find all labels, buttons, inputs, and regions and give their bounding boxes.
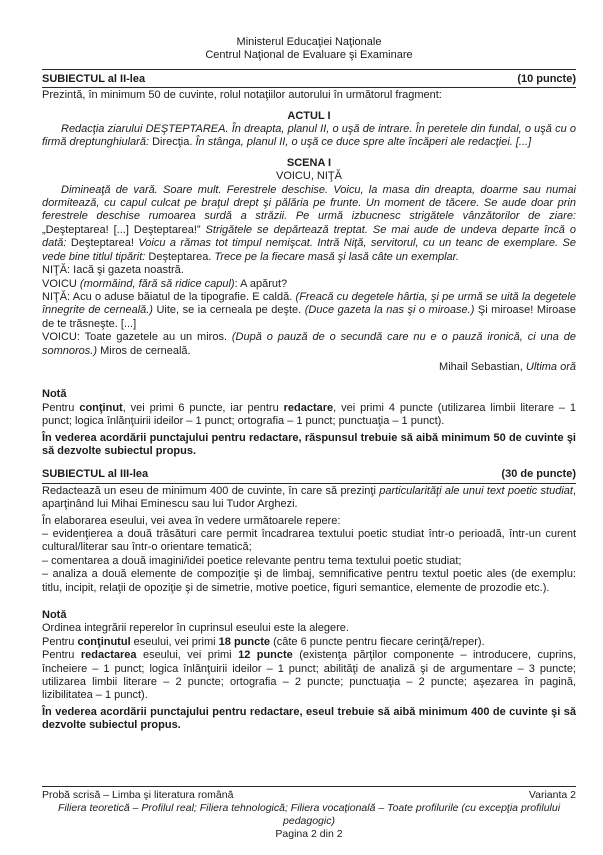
subject-3-points: (30 de puncte) xyxy=(501,468,576,481)
footer-row xyxy=(42,789,576,802)
footer-variant: Varianta 2 xyxy=(528,789,576,801)
dialogue-line: NIŢĂ: Iacă şi gazeta noastră. xyxy=(42,264,184,277)
subject-3-note-line3: Pentru redactarea eseului, vei primi 12 puncte (existenţa părţilor componente – introducere, cuprins, încheiere – 1 punct; logica înlănţuirii ideilor – 1 punct; abilităţi de analiză şi de argumentare – 3 puncte; utilizarea limbii literare – 2 puncte; ortografia – 2 puncte; punctuaţia – 2 puncte; aşezarea în pagină, lizibilitatea – 1 punct). xyxy=(42,649,577,702)
requirement-bullet: – comentarea a două imagini/idei poetice relevante pentru tema textului poetic studiat; xyxy=(42,554,462,567)
header-divider xyxy=(42,69,576,70)
elaboration-lead: În elaborarea eseului, vei avea în vedere următoarele repere: xyxy=(42,514,341,527)
subject-2-intro: Prezintă, în minimum 50 de cuvinte, rolul notaţiilor autorului în următorul fragment: xyxy=(42,89,442,102)
dialogue-line: NIŢĂ: Acu o aduse băiatul de la tipografie. E caldă. (Freacă cu degetele hârtia, şi pe urmă se uită la degetele înnegrite de cerneală.) Uite, se ia cerneala pe deşte. (Duce gazeta la nas şi o miroase.) Şi miroase! Miroase de te trăsneşte. [...] xyxy=(42,290,576,330)
subject-2-note-requirement: În vederea acordării punctajului pentru redactare, răspunsul trebuie să aibă minimum 50 de cuvinte şi să dezvolte subiectul propus. xyxy=(42,431,576,457)
subject-3-section xyxy=(42,458,576,732)
footer-page-number: Pagina 2 din 2 xyxy=(275,828,343,840)
requirement-bullet: – analiza a două elemente de compoziţie şi de limbaj, semnificative pentru textul poetic ales (de exemplu: titlu, incipit, relaţii de opoziţie şi de simetrie, motive poetice, figuri semantice, elemente de prozodie etc.). xyxy=(42,568,576,594)
stage-direction: Dimineaţă de vară. Soare mult. Ferestrele deschise. Voicu, la masa din dreapta, doarme sau numai dormitează, cu capul culcat pe braţul drept şi pălăria pe frunte. Un moment de tăcere. Se aude doar prin ferestrele deschise rumoarea surdă a străzii. Pe urmă izbucnesc strigătele vânzătorilor de ziare: „Deşteptarea! [...] Deşteptarea!” Strigătele se depărtează treptat. Se mai aude de undeva departe încă o dată: Deşteptarea! Voicu a rămas tot timpul nemişcat. Intră Niţă, servitorul, cu un teanc de exemplare. Se vede bine titlul tipărit: Deşteptarea. Trece pe la fiecare masă şi lasă câte un exemplar. xyxy=(42,183,576,263)
header-line-center: Centrul Naţional de Evaluare şi Examinare xyxy=(205,49,413,62)
subject-2-note-body: Pentru conţinut, vei primi 6 puncte, iar pentru redactare, vei primi 4 puncte (utilizarea limbii literare – 1 punct; logica înlănţuirii ideilor – 1 punct; ortografia – 1 punct; punctuaţia – 1 punct). xyxy=(42,401,577,428)
subject-2-points: (10 puncte) xyxy=(517,72,576,85)
subject-3-note-line1: Ordinea integrării reperelor în cuprinsul eseului este la alegere. xyxy=(42,622,349,635)
subject-2-title-row xyxy=(42,73,576,88)
header-line-ministry: Ministerul Educaţiei Naţionale xyxy=(236,36,382,48)
act-description: Redacţia ziarului DEŞTEPTAREA. În dreapta, planul II, o uşă de intrare. În peretele din fundal, o uşă cu o firmă dreptunghiulară: Direcţia. În stânga, planul II, o uşă ce duce spre alte încăperi ale redacţiei. [...] xyxy=(42,123,576,149)
dialogue-line: VOICU (mormăind, fără să ridice capul): A apărut? xyxy=(42,277,288,290)
subject-2-section xyxy=(42,73,576,459)
document-header xyxy=(42,36,576,63)
subject-2-title: SUBIECTUL al II-lea xyxy=(42,72,146,85)
scene-characters: VOICU, NIŢĂ xyxy=(275,170,342,183)
subject-3-note-title: Notă xyxy=(42,609,67,622)
scene-title: SCENA I xyxy=(286,156,332,169)
text-attribution: Mihail Sebastian, Ultima oră xyxy=(439,360,576,373)
footer-profiles: Filiera teoretică – Profilul real; Filiera tehnologică; Filiera vocaţională – Toate profilurile (cu excepţia profilului pedagogic) xyxy=(57,802,561,827)
subject-2-note-title: Notă xyxy=(42,388,67,401)
subject-3-intro: Redactează un eseu de minimum 400 de cuvinte, în care să prezinţi particularităţi ale unui text poetic studiat, aparţinând lui Mihai Eminescu sau lui Tudor Arghezi. xyxy=(42,484,577,511)
page-footer xyxy=(42,786,576,841)
footer-exam-name: Probă scrisă – Limba şi literatura română xyxy=(42,789,234,801)
act-title: ACTUL I xyxy=(287,109,331,122)
requirement-bullet: – evidenţierea a două trăsături care permit încadrarea textului poetic studiat într-o perioadă, într-un curent cultural/literar sau într-o orientare tematică; xyxy=(42,528,576,554)
subject-3-title: SUBIECTUL al III-lea xyxy=(42,468,149,481)
subject-3-note-requirement: În vederea acordării punctajului pentru redactare, eseul trebuie să aibă minimum 400 de cuvinte şi să dezvolte subiectul propus. xyxy=(42,705,576,732)
subject-3-title-row xyxy=(42,468,576,483)
subject-3-note-line2: Pentru conţinutul eseului, vei primi 18 puncte (câte 6 puncte pentru fiecare cerinţă/reper). xyxy=(42,635,485,648)
dialogue-line: VOICU: Toate gazetele au un miros. (După o pauză de o secundă care nu e o pauză ironică, ci una de somnoros.) Miros de cerneală. xyxy=(42,331,576,357)
